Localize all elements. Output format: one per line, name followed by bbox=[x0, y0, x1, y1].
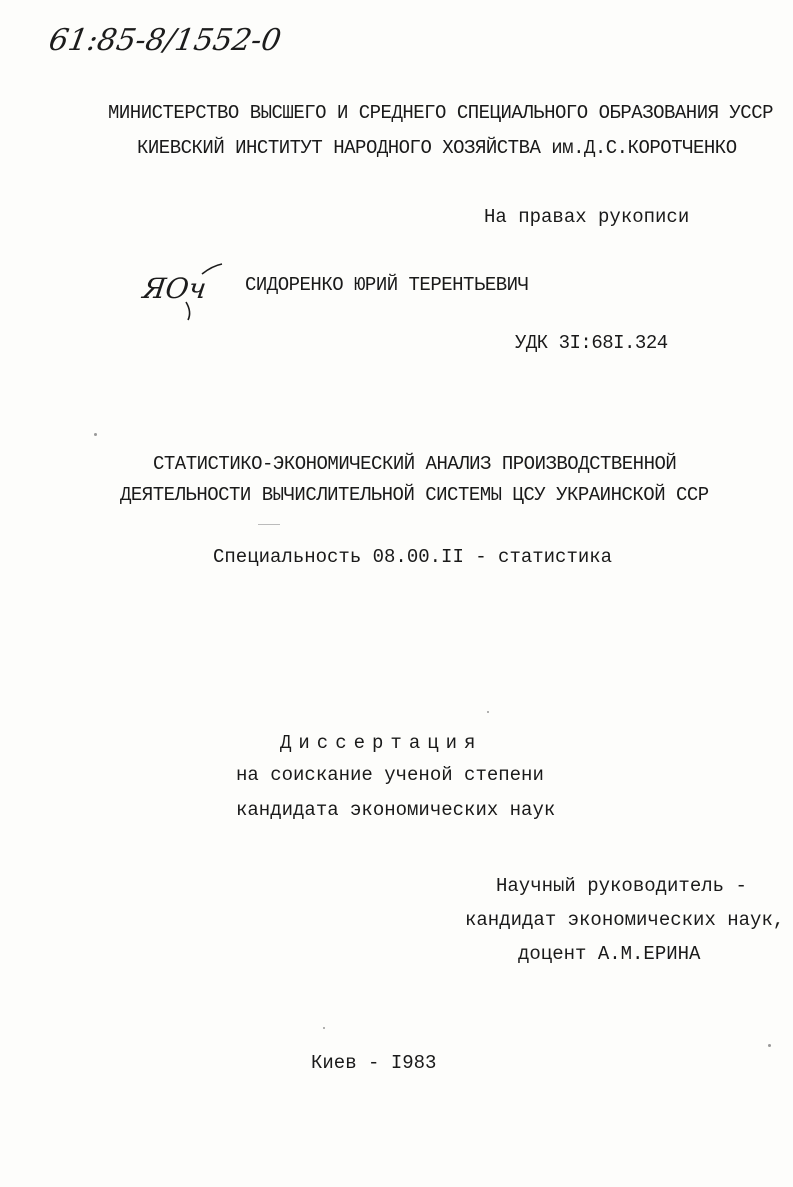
scan-speck bbox=[768, 1044, 771, 1047]
institute-heading: КИЕВСКИЙ ИНСТИТУТ НАРОДНОГО ХОЗЯЙСТВА им.Д.С.КОРОТЧЕНКО bbox=[137, 137, 737, 159]
dissertation-purpose-line-1: на соискание ученой степени bbox=[236, 764, 544, 786]
author-name: СИДОРЕНКО ЮРИЙ ТЕРЕНТЬЕВИЧ bbox=[245, 274, 529, 296]
svg-text:ЯОч: ЯОч bbox=[140, 272, 209, 305]
udc-code: УДК 3I:68I.324 bbox=[515, 332, 668, 354]
place-year: Киев - I983 bbox=[311, 1052, 437, 1074]
dissertation-purpose-line-2: кандидата экономических наук bbox=[236, 799, 556, 821]
svg-text:61:85-8/1552-0: 61:85-8/1552-0 bbox=[46, 23, 284, 58]
scan-speck bbox=[487, 711, 489, 713]
dissertation-word: Диссертация bbox=[280, 732, 483, 754]
supervisor-line-2: кандидат экономических наук, bbox=[465, 909, 785, 931]
ministry-heading: МИНИСТЕРСТВО ВЫСШЕГО И СРЕДНЕГО СПЕЦИАЛЬНОГО ОБРАЗОВАНИЯ УССР bbox=[108, 102, 774, 124]
supervisor-line-1: Научный руководитель - bbox=[496, 875, 747, 897]
archive-number-handwritten bbox=[46, 14, 310, 64]
handwritten-signature bbox=[140, 254, 236, 324]
title-line-2: ДЕЯТЕЛЬНОСТИ ВЫЧИСЛИТЕЛЬНОЙ СИСТЕМЫ ЦСУ УКРАИНСКОЙ ССР bbox=[120, 484, 709, 506]
scan-speck bbox=[323, 1027, 325, 1029]
scan-speck bbox=[258, 524, 280, 525]
specialty: Специальность 08.00.II - статистика bbox=[213, 546, 613, 568]
scan-speck bbox=[94, 433, 97, 436]
supervisor-line-3: доцент А.М.ЕРИНА bbox=[518, 943, 701, 965]
title-line-1: СТАТИСТИКО-ЭКОНОМИЧЕСКИЙ АНАЛИЗ ПРОИЗВОДСТВЕННОЙ bbox=[153, 453, 677, 475]
rights-note: На правах рукописи bbox=[484, 206, 690, 228]
